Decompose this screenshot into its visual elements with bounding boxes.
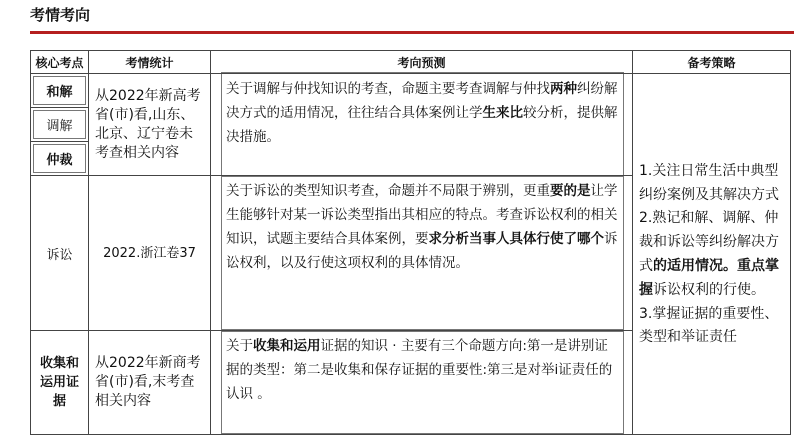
column-header: 考情统计 [89, 51, 211, 74]
topic-tiaojie: 调解 [31, 108, 89, 142]
table-header-row [31, 51, 791, 74]
stat-cell: 从2022年新高考省(市)看,山东、北京、辽宁卷未考查相关内容 [89, 74, 211, 176]
table-row [31, 74, 791, 108]
column-header: 考向预测 [211, 51, 633, 74]
topic-zhengju: 收集和运用证据 [31, 331, 89, 435]
topic-hejie: 和解 [31, 74, 89, 108]
stat-cell: 从2022年新商考省(市)看,末考查相关内容 [89, 331, 211, 435]
exam-analysis-table [30, 50, 791, 435]
strategy-cell: 1.关注日常生活中典型纠纷案例及其解决方式 2.熟记和解、调解、仲裁和诉讼等纠纷解决方式的适用情况。重点掌握诉讼权利的行使。 3.掌握证据的重要性、类型和举证责任 [633, 74, 791, 435]
topic-zhongcai: 仲裁 [31, 142, 89, 176]
prediction-cell: 关于收集和运用证据的知识 · 主要有三个命题方向:第一是讲别证据的类型：第二是收集和保存证据的重要性:第三是对举i证责任的认识 。 [211, 331, 633, 435]
column-header: 备考策略 [633, 51, 791, 74]
page-title: 考情考向 [30, 6, 91, 24]
column-header: 核心考点 [31, 51, 89, 74]
prediction-cell: 关于调解与仲找知识的考查，命题主要考查调解与仲找两种纠纷解决方式的适用情况，往往结合具体案例让学生来比较分析，提供解决措施。 [211, 74, 633, 176]
topic-susong: 诉讼 [31, 176, 89, 331]
prediction-cell: 关于诉讼的类型知识考查，命题并不局限于辨别，更重要的是让学生能够针对某一诉讼类型指出其相应的特点。考查诉讼权利的相关知识，试题主要结合具体案例，要求分析当事人具体行使了哪个诉讼权利，以及行使这项权利的具体情况。 [211, 176, 633, 331]
title-divider [30, 31, 794, 34]
stat-cell: 2022.浙江卷37 [89, 176, 211, 331]
